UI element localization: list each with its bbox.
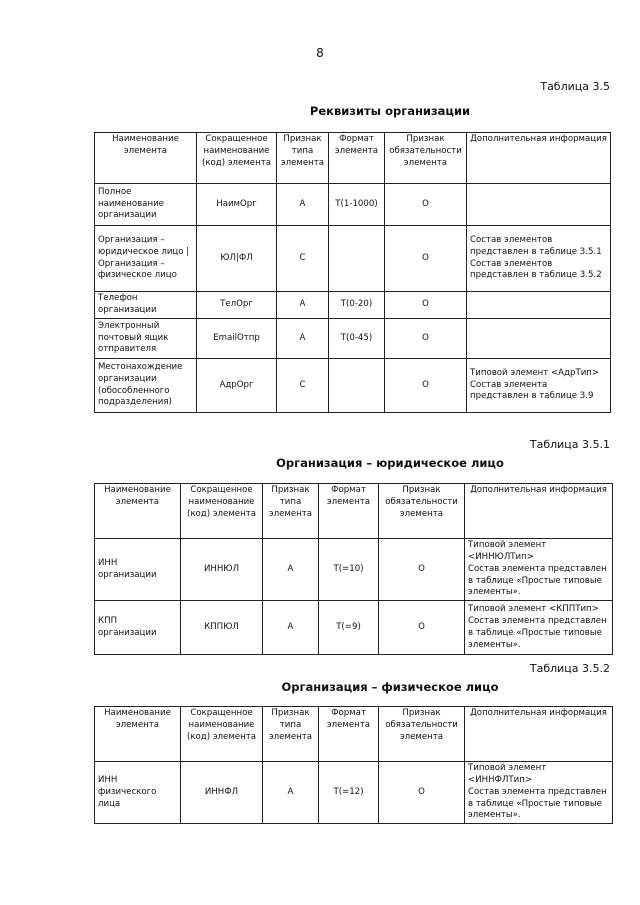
element-type-cell: С (277, 226, 329, 292)
element-format-cell: Т(=9) (319, 601, 379, 655)
column-header: Сокращенное наименование (код) элемента (197, 133, 277, 184)
table-row (95, 762, 613, 824)
column-header: Признак типа элемента (263, 707, 319, 762)
element-type-cell: А (277, 292, 329, 319)
column-header: Дополнительная информация (465, 484, 613, 539)
element-name-cell: Телефон организации (95, 292, 197, 319)
element-format-cell: Т(0-45) (329, 319, 385, 359)
element-name-cell: ИНН физического лица (95, 762, 181, 824)
column-header: Признак обязательности элемента (379, 707, 465, 762)
element-code-cell: ИННФЛ (181, 762, 263, 824)
column-header: Наименование элемента (95, 707, 181, 762)
element-required-cell: О (385, 319, 467, 359)
element-format-cell: Т(1-1000) (329, 184, 385, 226)
individual-table (94, 706, 613, 824)
element-type-cell: А (263, 539, 319, 601)
element-format-cell: Т(=12) (319, 762, 379, 824)
table-row (95, 601, 613, 655)
column-header: Дополнительная информация (467, 133, 611, 184)
element-type-cell: А (263, 601, 319, 655)
column-header: Сокращенное наименование (код) элемента (181, 484, 263, 539)
column-header: Формат элемента (319, 484, 379, 539)
element-type-cell: А (277, 184, 329, 226)
column-header: Формат элемента (329, 133, 385, 184)
element-format-cell: Т(=10) (319, 539, 379, 601)
element-name-cell: Электронный почтовый ящик отправителя (95, 319, 197, 359)
element-format-cell: Т(0-20) (329, 292, 385, 319)
column-header: Признак обязательности элемента (385, 133, 467, 184)
element-name-cell: Организация – юридическое лицо | Организация – физическое лицо (95, 226, 197, 292)
column-header: Признак обязательности элемента (379, 484, 465, 539)
table-row (95, 359, 611, 413)
table-row (95, 184, 611, 226)
element-format-cell (329, 359, 385, 413)
element-info-cell (467, 292, 611, 319)
element-name-cell: ИНН организации (95, 539, 181, 601)
column-header: Дополнительная информация (465, 707, 613, 762)
element-code-cell: ИННЮЛ (181, 539, 263, 601)
element-type-cell: А (277, 319, 329, 359)
element-required-cell: О (385, 359, 467, 413)
table-label: Таблица 3.5.2 (529, 662, 610, 675)
element-info-cell (467, 319, 611, 359)
element-code-cell: ТелОрг (197, 292, 277, 319)
element-type-cell: А (263, 762, 319, 824)
element-required-cell: О (385, 184, 467, 226)
element-info-cell: Типовой элемент <ИННЮЛТип> Состав элемента представлен в таблице «Простые типовые элементы». (465, 539, 613, 601)
element-code-cell: АдрОрг (197, 359, 277, 413)
element-info-cell: Типовой элемент <ИННФЛТип> Состав элемента представлен в таблице «Простые типовые элементы». (465, 762, 613, 824)
element-required-cell: О (379, 601, 465, 655)
element-required-cell: О (385, 226, 467, 292)
column-header: Признак типа элемента (263, 484, 319, 539)
element-name-cell: Полное наименование организации (95, 184, 197, 226)
legal-entity-table (94, 483, 613, 655)
element-info-cell: Типовой элемент <АдрТип> Состав элемента представлен в таблице 3.9 (467, 359, 611, 413)
table-row (95, 226, 611, 292)
requisites-table (94, 132, 611, 413)
element-info-cell: Состав элементов представлен в таблице 3.5.1 Состав элементов представлен в таблице 3.5.2 (467, 226, 611, 292)
element-type-cell: С (277, 359, 329, 413)
table-title: Организация – юридическое лицо (276, 456, 504, 470)
table-header-row (95, 707, 613, 762)
table-row (95, 539, 613, 601)
column-header: Сокращенное наименование (код) элемента (181, 707, 263, 762)
table-header-row (95, 133, 611, 184)
element-name-cell: Местонахождение организации (обособленного подразделения) (95, 359, 197, 413)
element-code-cell: КППЮЛ (181, 601, 263, 655)
element-code-cell: EmailОтпр (197, 319, 277, 359)
table-row (95, 292, 611, 319)
table-title: Организация – физическое лицо (281, 680, 499, 694)
table-title: Реквизиты организации (309, 104, 471, 118)
column-header: Формат элемента (319, 707, 379, 762)
column-header: Наименование элемента (95, 133, 197, 184)
table-label: Таблица 3.5 (540, 80, 610, 93)
element-code-cell: ЮЛ|ФЛ (197, 226, 277, 292)
element-name-cell: КПП организации (95, 601, 181, 655)
element-required-cell: О (379, 539, 465, 601)
table-label: Таблица 3.5.1 (529, 438, 610, 451)
page-number: 8 (316, 46, 324, 60)
element-required-cell: О (385, 292, 467, 319)
column-header: Признак типа элемента (277, 133, 329, 184)
table-header-row (95, 484, 613, 539)
table-row (95, 319, 611, 359)
element-info-cell (467, 184, 611, 226)
element-code-cell: НаимОрг (197, 184, 277, 226)
element-format-cell (329, 226, 385, 292)
element-info-cell: Типовой элемент <КППТип> Состав элемента представлен в таблице «Простые типовые элементы». (465, 601, 613, 655)
column-header: Наименование элемента (95, 484, 181, 539)
element-required-cell: О (379, 762, 465, 824)
